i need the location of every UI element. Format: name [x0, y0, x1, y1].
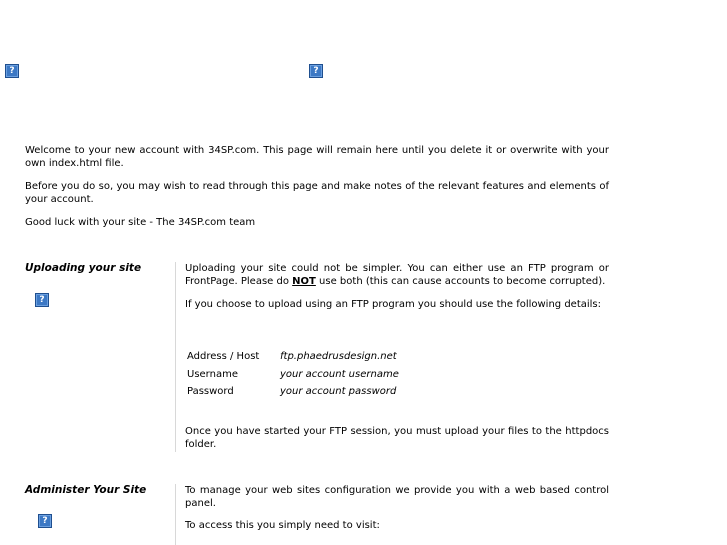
ftp-intro-paragraph: If you choose to upload using an FTP program you should use the following details:: [185, 299, 602, 310]
help-icon[interactable]: ?: [39, 515, 51, 527]
ftp-username-label: Username: [187, 368, 238, 380]
section-divider: [175, 262, 176, 452]
ftp-address-value: ftp.phaedrusdesign.net: [280, 351, 397, 362]
goodluck-text: Good luck with your site - The 34SP.com team: [25, 217, 256, 228]
ftp-upload-note: Once you have started your FTP session, you must upload your files to the httpdocs folder.: [185, 426, 609, 450]
help-icon: ?: [6, 65, 18, 77]
uploading-content: [185, 262, 609, 321]
help-icon: ?: [310, 65, 322, 77]
welcome-text: Welcome to your new account with 34SP.com. This page will remain here until you delete it or overwrite with your own index.html file.: [25, 145, 609, 169]
uploading-paragraph: Uploading your site could not be simpler. You can either use an FTP program or FrontPage. Please do NOT use both (this can cause accounts to become corrupted).: [185, 263, 609, 287]
ftp-address-row: [187, 348, 399, 366]
help-icon[interactable]: ?: [36, 294, 48, 306]
ftp-password-row: [187, 383, 399, 401]
ftp-password-value: your account password: [280, 386, 397, 397]
ftp-address-label: Address / Host: [187, 351, 260, 362]
ftp-password-label: Password: [187, 386, 234, 397]
not-emphasis: NOT: [292, 276, 316, 287]
ftp-details-table: [187, 348, 399, 401]
before-text: Before you do so, you may wish to read through this page and make notes of the relevant features and elements of your account.: [25, 181, 609, 205]
ftp-username-value: your account username: [280, 368, 399, 380]
uploading-title: Uploading your site: [25, 262, 142, 274]
administer-access-text: To access this you simply need to visit:: [185, 520, 380, 531]
section-divider: [175, 484, 176, 545]
administer-paragraph: To manage your web sites configuration we provide you with a web based control panel.: [185, 485, 609, 509]
administer-content: [185, 484, 609, 542]
administer-title: Administer Your Site: [25, 484, 147, 496]
ftp-username-row: [187, 366, 399, 384]
